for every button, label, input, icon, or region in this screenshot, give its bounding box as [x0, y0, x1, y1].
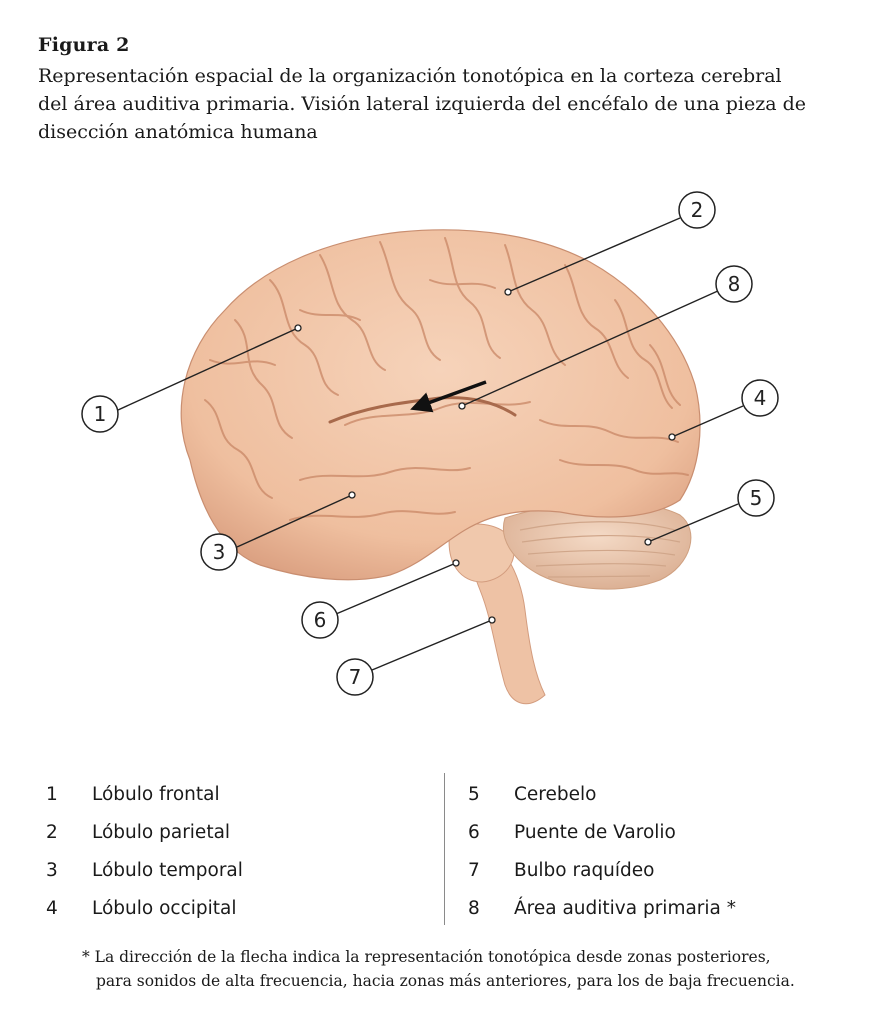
legend-divider [444, 773, 445, 925]
legend-number: 1 [46, 784, 58, 805]
legend-label: Puente de Varolio [514, 822, 676, 843]
brain-illustration [0, 170, 883, 730]
caption-line: disección anatómica humana [38, 121, 318, 143]
legend-right [468, 780, 736, 932]
legend-number: 5 [468, 784, 480, 805]
callout-6 [302, 602, 338, 638]
legend-number: 8 [468, 898, 480, 919]
legend-label: Bulbo raquídeo [514, 860, 655, 881]
legend-label: Cerebelo [514, 784, 597, 805]
callout-8 [716, 266, 752, 302]
figure-caption [38, 62, 858, 146]
legend-label: Lóbulo parietal [92, 822, 231, 843]
legend-left [46, 780, 243, 932]
callout-number: 5 [749, 486, 763, 510]
legend-label: Lóbulo occipital [92, 898, 237, 919]
legend-item [468, 780, 736, 818]
callout-number: 4 [753, 386, 767, 410]
caption-line: Representación espacial de la organización tonotópica en la corteza cerebral [38, 65, 782, 87]
caption-line: del área auditiva primaria. Visión lateral izquierda del encéfalo de una pieza de [38, 93, 806, 115]
callout-number: 6 [313, 608, 327, 632]
legend-label: Área auditiva primaria * [514, 898, 737, 919]
legend-number: 4 [46, 898, 58, 919]
callout-4 [742, 380, 778, 416]
legend-item [468, 856, 736, 894]
callout-3 [201, 534, 237, 570]
legend-label: Lóbulo frontal [92, 784, 220, 805]
legend-number: 2 [46, 822, 58, 843]
callout-number: 2 [690, 198, 704, 222]
callout-number: 8 [727, 272, 741, 296]
callout-7 [337, 659, 373, 695]
legend-item [46, 780, 243, 818]
callout-number: 3 [212, 540, 226, 564]
legend-item [468, 818, 736, 856]
legend-label: Lóbulo temporal [92, 860, 243, 881]
footnote [82, 945, 862, 993]
callout-number: 7 [348, 665, 362, 689]
figure-label: Figura 2 [38, 34, 130, 56]
legend-item [46, 856, 243, 894]
callout-1 [82, 396, 118, 432]
legend-number: 7 [468, 860, 480, 881]
callout-2 [679, 192, 715, 228]
callout-5 [738, 480, 774, 516]
callout-number: 1 [93, 402, 107, 426]
legend-number: 6 [468, 822, 480, 843]
footnote-line: * La dirección de la flecha indica la representación tonotópica desde zonas posteriores, [82, 948, 771, 966]
legend-item [46, 894, 243, 932]
legend-number: 3 [46, 860, 58, 881]
legend-item [46, 818, 243, 856]
footnote-line: para sonidos de alta frecuencia, hacia zonas más anteriores, para los de baja frecuencia. [96, 972, 795, 990]
legend-item [468, 894, 736, 932]
